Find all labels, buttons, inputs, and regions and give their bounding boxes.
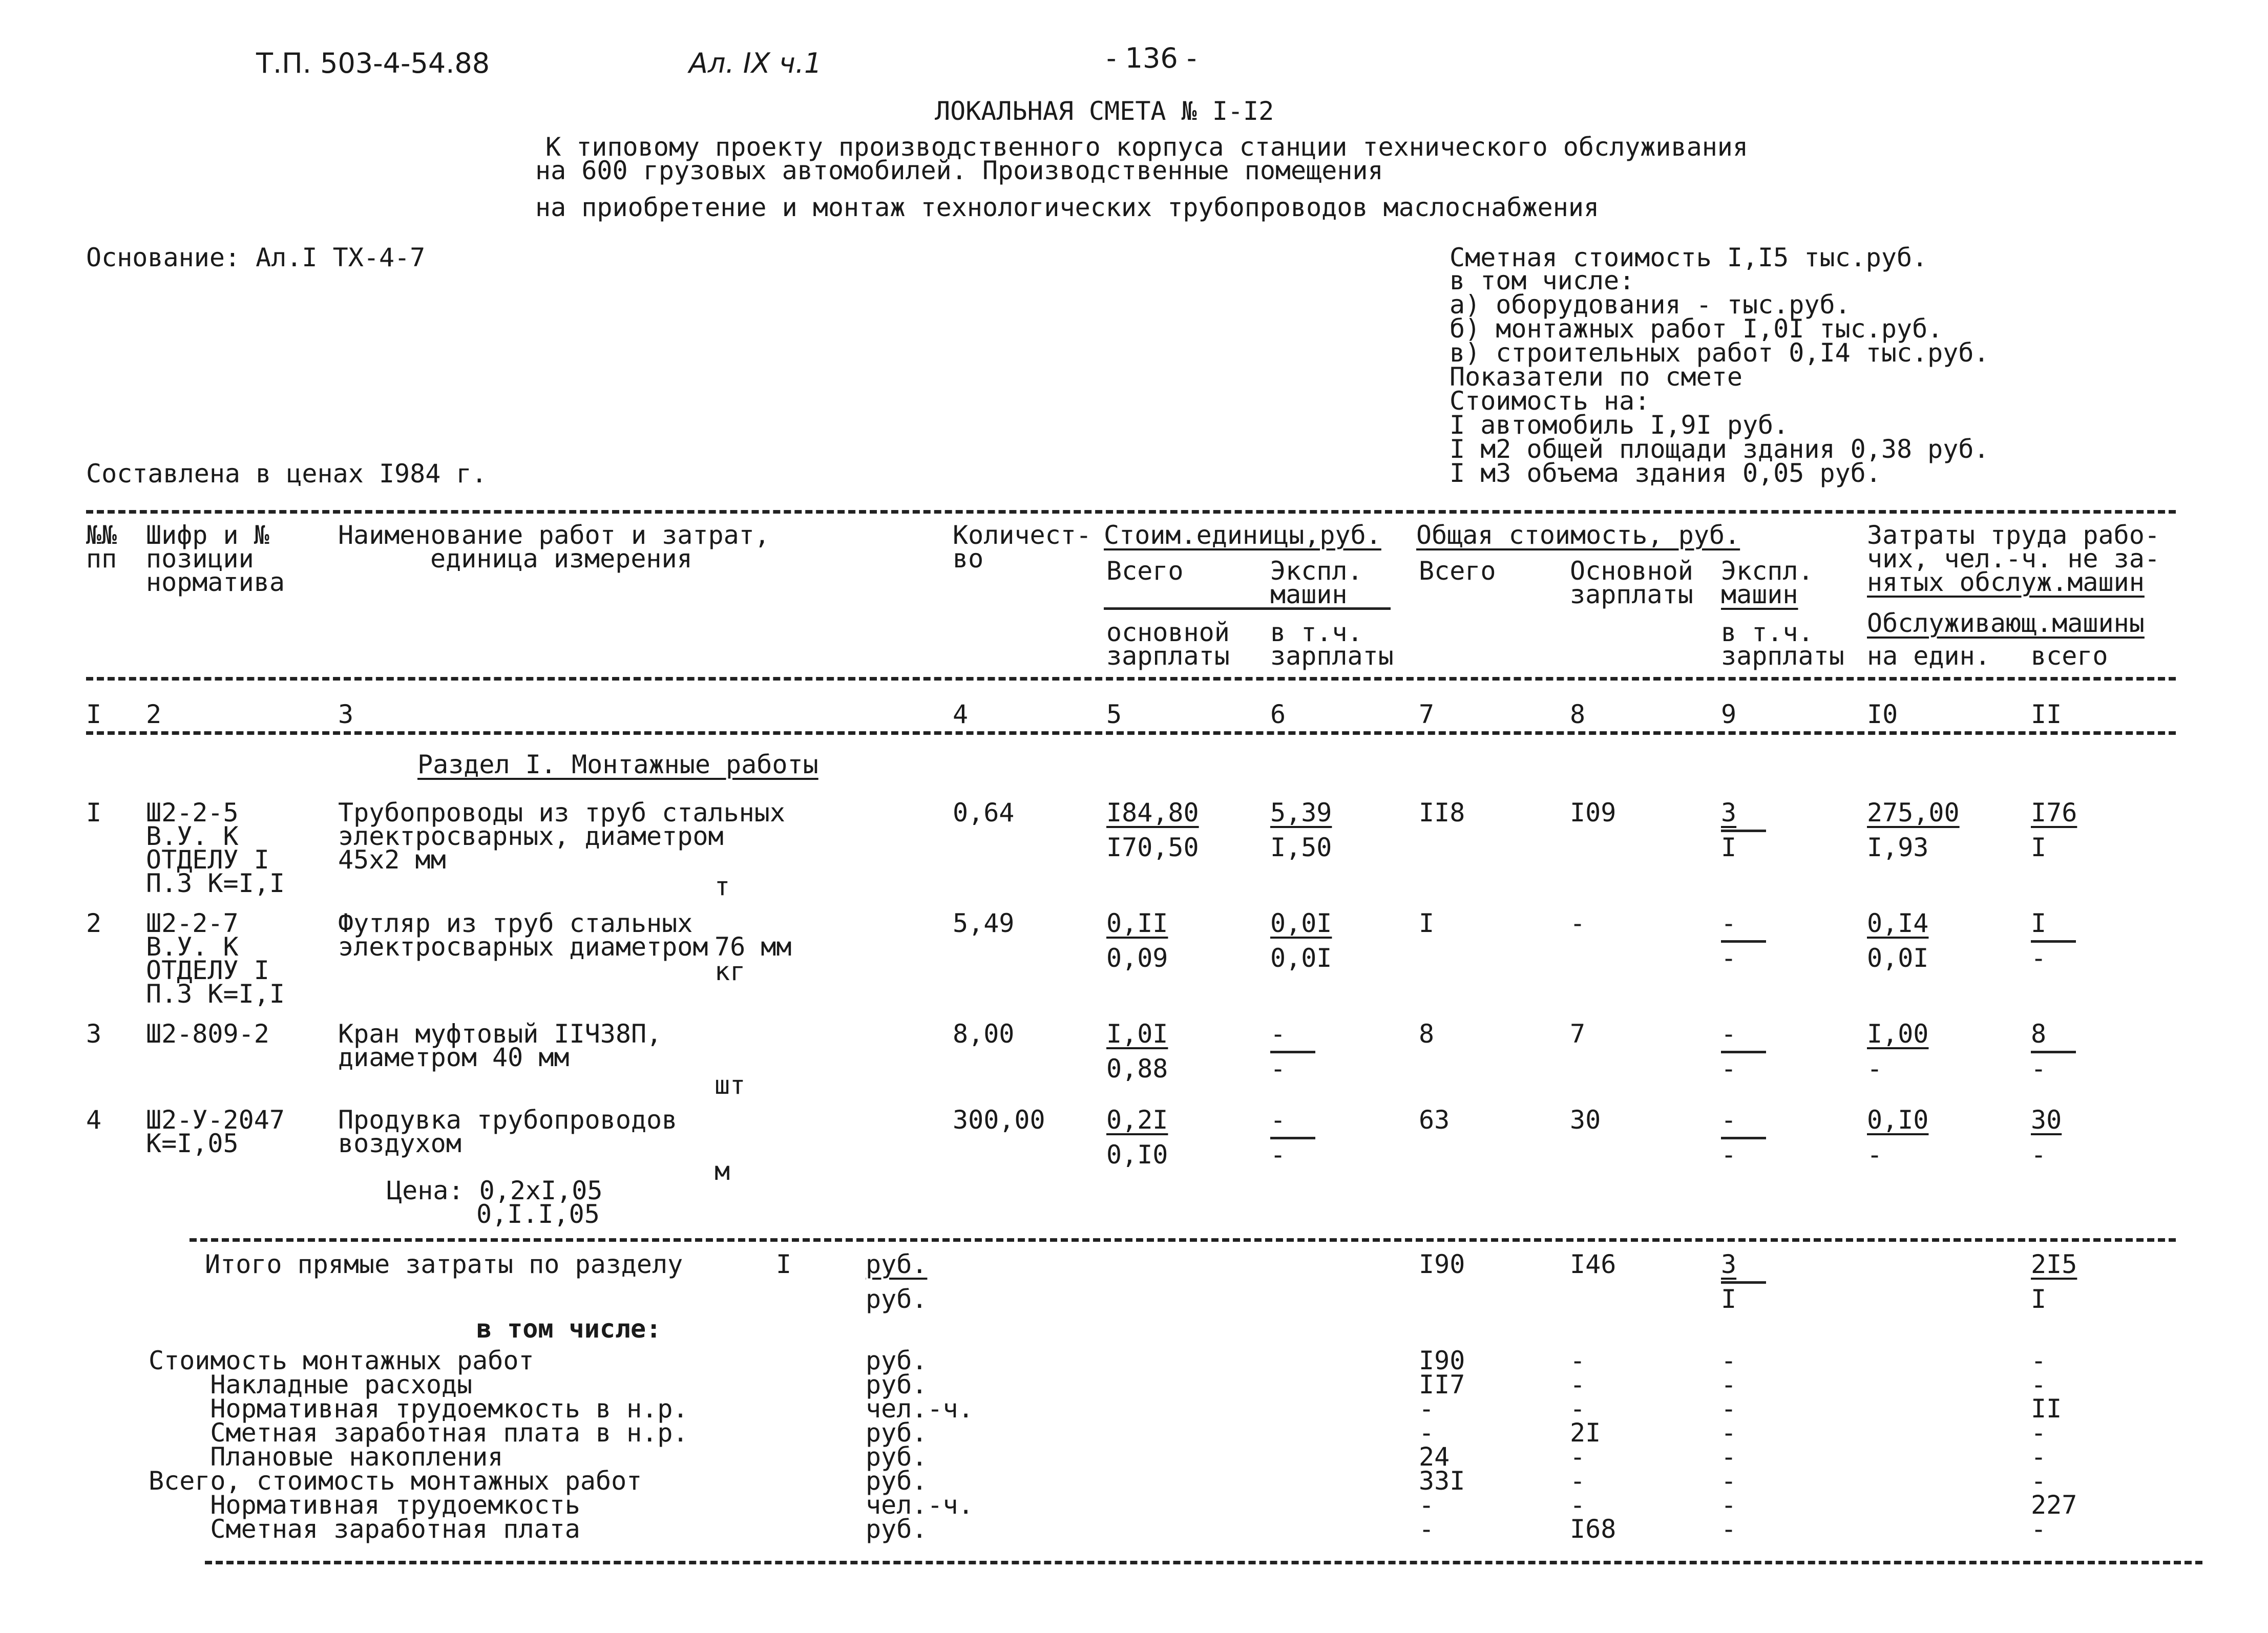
breakdown-unit: руб. [866,1514,928,1544]
breakdown-expl: - [1721,1514,1737,1544]
row-qty: 8,00 [953,1019,1015,1049]
row-labor-unit: 0,I4 [1867,908,1929,938]
breakdown-unit: руб. [866,1466,928,1496]
row-total-salary: 30 [1570,1105,1601,1135]
row-unit-expl-salary: - [1270,1140,1286,1170]
column-number: 6 [1270,699,1286,729]
header-unit-cost: Стоим.единицы,руб. [1104,520,1381,550]
header-labor: Затраты труда рабо- [1867,520,2160,550]
totals-serving: I [2031,1284,2047,1314]
row-code: Ш2-2-7 [146,908,239,938]
column-number: 8 [1570,699,1586,729]
row-total-expl-salary: I [1721,833,1737,862]
row-labor-unit: 275,00 [1867,798,1960,828]
column-number: 3 [338,699,354,729]
summary-line: а) оборудования - тыс.руб. [1450,290,1851,320]
row-number: I [86,798,102,828]
header-total-expl: Экспл. [1721,556,1814,586]
breakdown-expl: - [1721,1442,1737,1472]
row-labor-unit: I,00 [1867,1019,1929,1049]
header-incl-salary: в т.ч. [1270,618,1363,647]
row-unit-expl: - [1270,1105,1286,1135]
totals-expl-rule [1721,1281,1766,1284]
summary-line: I автомобиль I,9I руб. [1450,410,1789,440]
breakdown-label: Накладные расходы [149,1370,473,1399]
header-incl-salary: зарплаты [1721,641,1844,671]
summary-line: в) строительных работ 0,I4 тыс.руб. [1450,338,1989,368]
subtitle-line-3: на приобретение и монтаж технологических трубопроводов маслоснабжения [535,193,1600,222]
breakdown-labor: II [2031,1394,2062,1424]
totals-expl: 3 [1721,1249,1737,1279]
row-serving-unit: - [1867,1140,1883,1170]
price-note: 0,I.I,05 [476,1199,600,1229]
row-code: ОТДЕЛУ I [146,845,269,875]
row-labor-total-rule [2031,1051,2076,1053]
breakdown-expl: - [1721,1370,1737,1399]
breakdown-total: I90 [1419,1346,1465,1375]
summary-line: в том числе: [1450,266,1635,295]
summary-line: Сметная стоимость I,I5 тыс.руб. [1450,243,1928,272]
totals-unit: руб. [866,1284,928,1314]
row-unit: кг [715,957,746,986]
totals-labor: 2I5 [2031,1249,2077,1279]
row-serving-unit: 0,0I [1867,943,1929,973]
row-name: электросварных, диаметром [338,821,724,851]
header-serving: Обслуживающ.машины [1867,608,2145,638]
row-unit-expl-salary: - [1270,1054,1286,1084]
row-qty: 5,49 [953,908,1015,938]
header-num: №№ [86,520,117,550]
row-name-extra: 76 мм [715,932,792,962]
summary-line: I м3 объема здания 0,05 руб. [1450,458,1881,488]
row-total-salary: - [1570,908,1586,938]
row-unit-salary: 0,09 [1106,943,1168,973]
breakdown-labor: - [2031,1442,2047,1472]
row-total: 63 [1419,1105,1450,1135]
column-number: I [86,699,102,729]
breakdown-expl: - [1721,1490,1737,1520]
row-unit-expl: 0,0I [1270,908,1332,938]
row-number: 4 [86,1105,102,1135]
row-total-expl: - [1721,908,1737,938]
row-code: В.У. К [146,821,239,851]
row-name: Кран муфтовый IIЧ38П, [338,1019,662,1049]
row-total-expl-salary: - [1721,1054,1737,1084]
breakdown-unit: чел.-ч. [866,1394,974,1424]
handwritten-album: Ал. IX ч.1 [689,47,822,79]
row-total-expl-rule [1721,1137,1766,1139]
breakdown-unit: руб. [866,1442,928,1472]
column-numbers-rule [86,731,2176,735]
row-unit: т [715,872,730,901]
row-labor-total: I [2031,908,2047,938]
breakdown-salary: - [1570,1490,1586,1520]
breakdown-total: - [1419,1490,1435,1520]
section-title: Раздел I. Монтажные работы [417,750,818,779]
breakdown-labor: - [2031,1346,2047,1375]
row-unit-expl: - [1270,1019,1286,1049]
column-number: 4 [953,699,969,729]
row-unit-expl-salary: 0,0I [1270,943,1332,973]
breakdown-unit: чел.-ч. [866,1490,974,1520]
breakdown-salary: - [1570,1466,1586,1496]
row-unit-expl-rule [1270,1137,1315,1139]
breakdown-total: - [1419,1394,1435,1424]
row-total-salary: 7 [1570,1019,1586,1049]
row-code: К=I,05 [146,1129,239,1158]
row-name: Продувка трубопроводов [338,1105,678,1135]
row-labor-total: 8 [2031,1019,2047,1049]
row-qty: 0,64 [953,798,1015,828]
summary-line: I м2 общей площади здания 0,38 руб. [1450,434,1989,464]
row-unit-salary: I70,50 [1106,833,1199,862]
breakdown-salary: 2I [1570,1418,1601,1448]
breakdown-unit: руб. [866,1418,928,1448]
column-number: I0 [1867,699,1898,729]
header-rule [1104,607,1391,610]
totals-salary: I46 [1570,1249,1616,1279]
header-num: пп [86,544,117,574]
header-code: норматива [146,567,285,597]
breakdown-label: Плановые накопления [149,1442,503,1472]
row-code: П.3 К=I,I [146,979,285,1009]
breakdown-labor: - [2031,1514,2047,1544]
row-unit-expl: 5,39 [1270,798,1332,828]
row-unit-salary: 0,88 [1106,1054,1168,1084]
row-code: В.У. К [146,932,239,962]
breakdown-label: Сметная заработная плата [149,1514,580,1544]
totals-label: Итого прямые затраты по разделу [205,1249,683,1279]
row-code: Ш2-У-2047 [146,1105,285,1135]
header-unit-expl: машин [1270,580,1348,609]
row-name: воздухом [338,1129,461,1158]
column-number: II [2031,699,2062,729]
prices-year: Составлена в ценах I984 г. [86,459,487,489]
row-unit: м [715,1156,730,1186]
header-base-salary: зарплаты [1106,641,1230,671]
row-code: ОТДЕЛУ I [146,956,269,985]
row-unit-cost: 0,II [1106,908,1168,938]
header-labor: нятых обслуж.машин [1867,567,2145,597]
breakdown-total: 33I [1419,1466,1465,1496]
breakdown-unit: руб. [866,1370,928,1399]
row-unit-cost: 0,2I [1106,1105,1168,1135]
breakdown-total: II7 [1419,1370,1465,1399]
row-serving-total: - [2031,943,2047,973]
breakdown-expl: - [1721,1466,1737,1496]
handwritten-code: Т.П. 503-4-54.88 [256,47,490,79]
column-number: 2 [146,699,162,729]
row-qty: 300,00 [953,1105,1045,1135]
breakdown-labor: - [2031,1418,2047,1448]
breakdown-label: Сметная заработная плата в н.р. [149,1418,688,1448]
header-all-lower: всего [2031,641,2108,671]
row-unit-salary: 0,I0 [1106,1140,1168,1170]
breakdown-label: Нормативная трудоемкость в н.р. [149,1394,688,1424]
breakdown-salary: I68 [1570,1514,1616,1544]
breakdown-total: - [1419,1514,1435,1544]
row-total-expl: 3 [1721,798,1737,828]
row-total: 8 [1419,1019,1435,1049]
row-total-expl: - [1721,1019,1737,1049]
header-per-unit: на един. [1867,641,1990,671]
row-total-expl-rule [1721,830,1766,832]
breakdown-salary: - [1570,1346,1586,1375]
row-code: П.3 К=I,I [146,868,285,898]
row-unit-cost: I84,80 [1106,798,1199,828]
row-number: 2 [86,908,102,938]
row-name: электросварных диаметром [338,932,708,962]
breakdown-expl: - [1721,1418,1737,1448]
header-base-salary: основной [1106,618,1230,647]
row-total-expl: - [1721,1105,1737,1135]
row-serving-total: - [2031,1140,2047,1170]
row-total: II8 [1419,798,1465,828]
header-name: Наименование работ и затрат, [338,520,770,550]
summary-line: Показатели по смете [1450,362,1742,392]
row-total: I [1419,908,1435,938]
breakdown-label: Стоимость монтажных работ [149,1346,534,1375]
row-labor-unit: 0,I0 [1867,1105,1929,1135]
header-incl-salary: зарплаты [1270,641,1394,671]
table-top-rule [86,510,2176,514]
breakdown-unit: руб. [866,1346,928,1375]
row-name: диаметром 40 мм [338,1043,570,1072]
totals-top-rule [190,1238,2176,1242]
document-title: ЛОКАЛЬНАЯ СМЕТА № I-I2 [935,96,1274,126]
summary-line: Стоимость на: [1450,386,1650,416]
breakdown-salary: - [1570,1442,1586,1472]
row-labor-total: 30 [2031,1105,2062,1135]
breakdown-salary: - [1570,1370,1586,1399]
row-name: Футляр из труб стальных [338,908,693,938]
row-name: Трубопроводы из труб стальных [338,798,785,828]
summary-line: б) монтажных работ I,0I тыс.руб. [1450,314,1943,344]
header-total-expl: машин [1721,580,1798,609]
row-name: 45х2 мм [338,845,446,875]
header-qty: Количест- [953,520,1091,550]
page-number: - 136 - [1106,42,1197,74]
totals-unit: руб. [866,1249,928,1279]
row-unit-expl-salary: I,50 [1270,833,1332,862]
breakdown-label: Нормативная трудоемкость [149,1490,580,1520]
row-unit-expl-rule [1270,1051,1315,1053]
row-code: Ш2-809-2 [146,1019,269,1049]
breakdown-expl: - [1721,1394,1737,1424]
header-total-all: Всего [1419,556,1496,586]
header-code: Шифр и № [146,520,269,550]
header-total-main: Основной [1570,556,1693,586]
breakdown-expl: - [1721,1346,1737,1375]
column-number: 5 [1106,699,1122,729]
row-unit: шт [715,1070,746,1100]
breakdown-label: Всего, стоимость монтажных работ [149,1466,642,1496]
breakdown-labor: 227 [2031,1490,2077,1520]
header-name: единица измерения [430,544,692,574]
header-labor: чих, чел.-ч. не за- [1867,544,2160,574]
subtitle-line-1: К типовому проекту производственного корпуса станции технического обслуживания [545,132,1748,162]
row-total-expl-salary: - [1721,943,1737,973]
row-labor-total: I76 [2031,798,2077,828]
totals-expl-salary: I [1721,1284,1737,1314]
header-total-main: зарплаты [1570,580,1693,609]
row-serving-total: I [2031,833,2047,862]
header-qty: во [953,544,984,574]
row-code: Ш2-2-5 [146,798,239,828]
header-bottom-rule [86,677,2176,681]
totals-section: I [776,1249,792,1279]
row-unit-cost: I,0I [1106,1019,1168,1049]
breakdown-total: 24 [1419,1442,1450,1472]
breakdown-total: - [1419,1418,1435,1448]
row-serving-unit: - [1867,1054,1883,1084]
row-labor-total-rule [2031,940,2076,943]
row-total-expl-salary: - [1721,1140,1737,1170]
header-unit-all: Всего [1106,556,1184,586]
bottom-rule [205,1561,2202,1564]
subtitle-line-2: на 600 грузовых автомобилей. Производственные помещения [535,156,1383,185]
column-number: 7 [1419,699,1435,729]
row-serving-unit: I,93 [1867,833,1929,862]
breakdown-labor: - [2031,1370,2047,1399]
row-number: 3 [86,1019,102,1049]
header-total-cost: Общая стоимость, руб. [1416,520,1740,550]
basis: Основание: Ал.I ТХ-4-7 [86,243,426,272]
header-incl-salary: в т.ч. [1721,618,1814,647]
header-unit-expl: Экспл. [1270,556,1363,586]
column-number: 9 [1721,699,1737,729]
row-total-expl-rule [1721,940,1766,943]
row-total-salary: I09 [1570,798,1616,828]
price-note: Цена: 0,2хI,05 [387,1176,603,1205]
totals-incl: в том числе: [476,1314,662,1344]
breakdown-labor: - [2031,1466,2047,1496]
header-code: позиции [146,544,254,574]
row-total-expl-rule [1721,1051,1766,1053]
row-serving-total: - [2031,1054,2047,1084]
breakdown-salary: - [1570,1394,1586,1424]
totals-total: I90 [1419,1249,1465,1279]
